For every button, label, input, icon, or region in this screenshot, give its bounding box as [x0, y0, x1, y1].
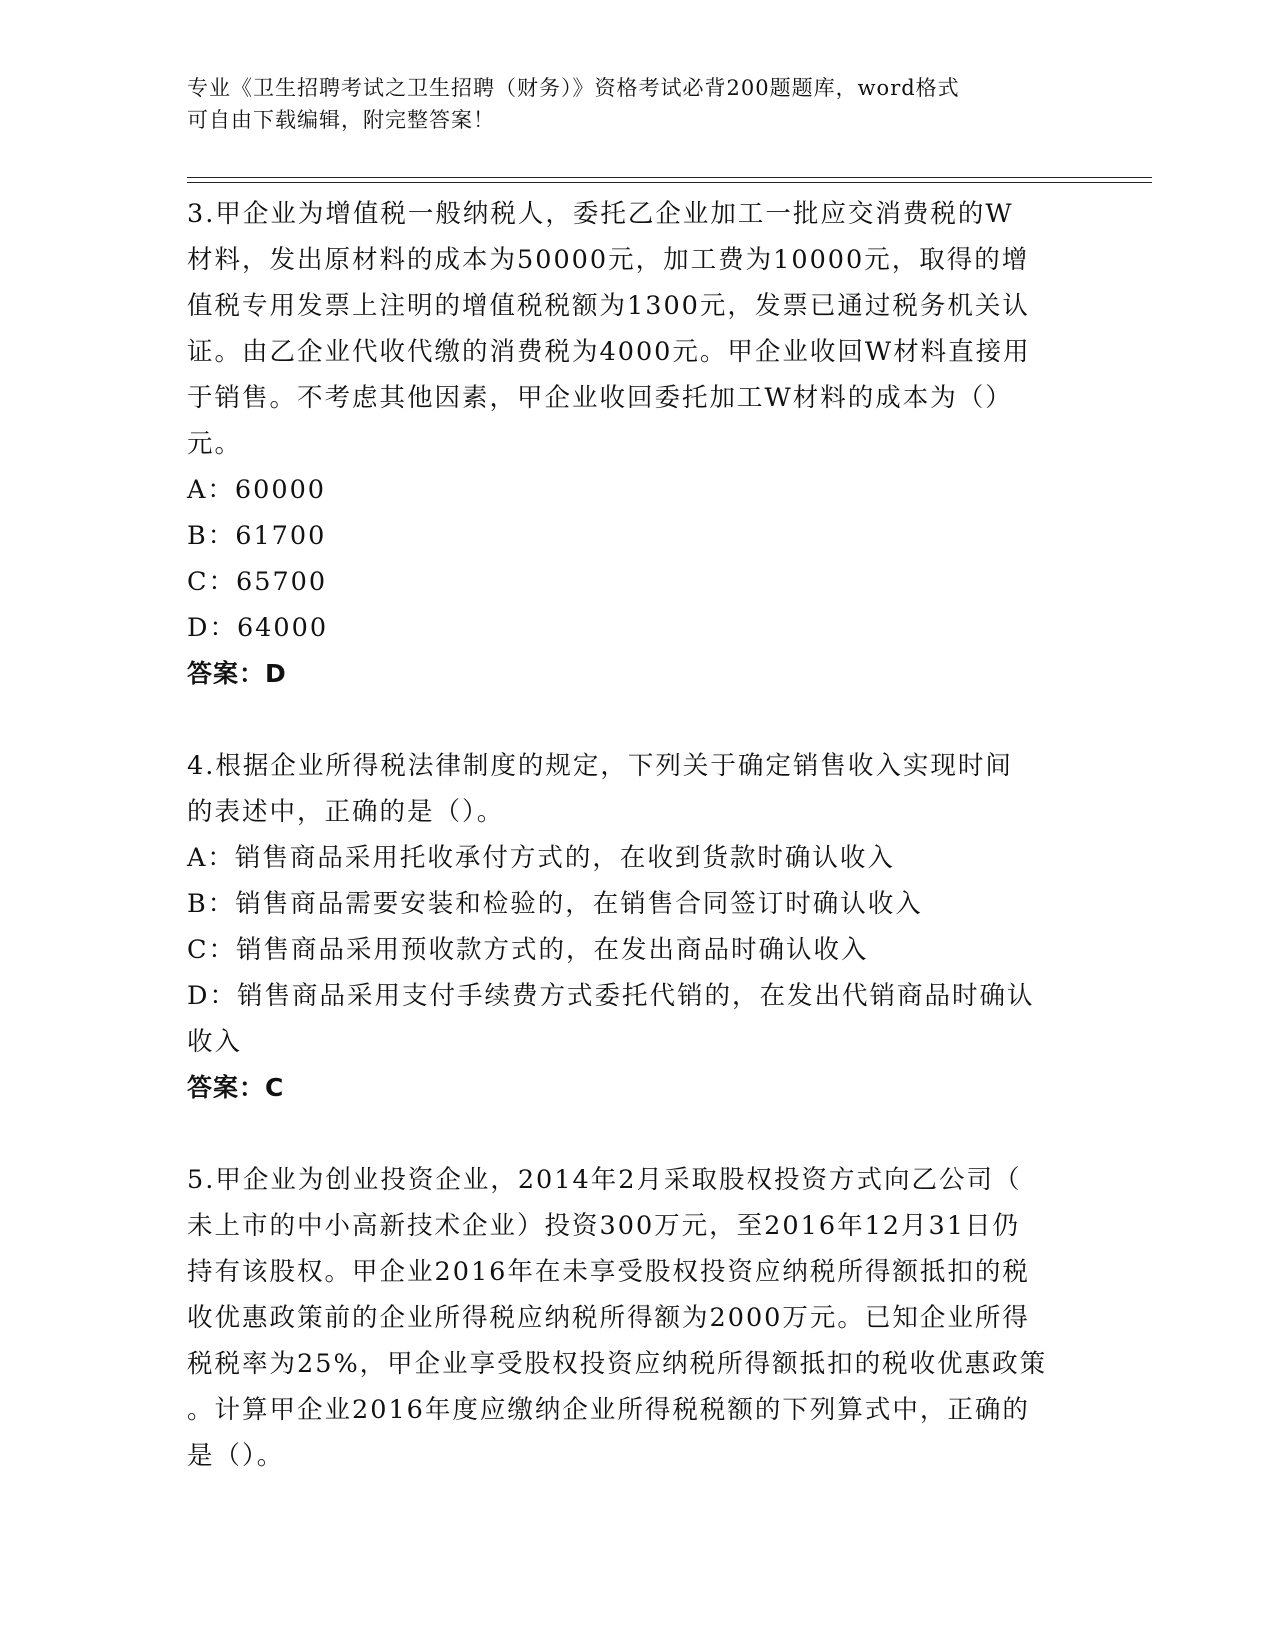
header-line-1: 专业《卫生招聘考试之卫生招聘（财务）》资格考试必背200题题库，word格式 — [187, 76, 960, 100]
question-stem-line: 持有该股权。甲企业2016年在未享受股权投资应纳税所得额抵扣的税 — [187, 1257, 1030, 1287]
header-divider-bottom — [187, 182, 1152, 183]
option-b: B：61700 — [187, 521, 327, 551]
option-a: A：销售商品采用托收承付方式的，在收到货款时确认收入 — [187, 843, 895, 873]
question-stem-line: 证。由乙企业代收代缴的消费税为4000元。甲企业收回W材料直接用 — [187, 337, 1031, 367]
question-stem-line: 收优惠政策前的企业所得税应纳税所得额为2000万元。已知企业所得 — [187, 1303, 1030, 1333]
question-list — [187, 191, 1087, 1479]
question-4 — [187, 743, 1087, 1111]
question-stem-line: 材料，发出原材料的成本为50000元，加工费为10000元，取得的增 — [187, 245, 1030, 275]
option-d: D：销售商品采用支付手续费方式委托代销的，在发出代销商品时确认 — [187, 981, 1035, 1011]
answer: 答案：D — [187, 659, 287, 688]
question-spacer — [187, 1111, 1087, 1157]
option-c: C：销售商品采用预收款方式的，在发出商品时确认收入 — [187, 935, 869, 965]
question-stem-line: 3.甲企业为增值税一般纳税人，委托乙企业加工一批应交消费税的W — [187, 199, 1014, 229]
document-header — [187, 72, 1067, 136]
question-stem-line: 值税专用发票上注明的增值税税额为1300元，发票已通过税务机关认 — [187, 291, 1030, 321]
question-stem-line: 。计算甲企业2016年度应缴纳企业所得税税额的下列算式中，正确的 — [187, 1395, 1030, 1425]
answer: 答案：C — [187, 1073, 285, 1102]
option-d: D：64000 — [187, 613, 329, 643]
header-line-2: 可自由下载编辑，附完整答案！ — [187, 108, 495, 132]
question-spacer — [187, 697, 1087, 743]
header-divider-top — [187, 177, 1152, 178]
question-3 — [187, 191, 1087, 697]
question-stem-line: 5.甲企业为创业投资企业，2014年2月采取股权投资方式向乙公司（ — [187, 1165, 1022, 1195]
question-stem-line: 元。 — [187, 429, 243, 459]
question-stem-line: 4.根据企业所得税法律制度的规定，下列关于确定销售收入实现时间 — [187, 751, 1013, 781]
question-stem-line: 于销售。不考虑其他因素，甲企业收回委托加工W材料的成本为（） — [187, 383, 1013, 413]
question-stem-line: 是（）。 — [187, 1441, 285, 1471]
question-5 — [187, 1157, 1087, 1479]
question-stem-line: 未上市的中小高新技术企业）投资300万元，至2016年12月31日仍 — [187, 1211, 1020, 1241]
option-b: B：销售商品需要安装和检验的，在销售合同签订时确认收入 — [187, 889, 923, 919]
option-d-continued: 收入 — [187, 1027, 243, 1057]
option-a: A：60000 — [187, 475, 327, 505]
option-c: C：65700 — [187, 567, 328, 597]
question-stem-line: 的表述中，正确的是（）。 — [187, 797, 505, 827]
question-stem-line: 税税率为25%，甲企业享受股权投资应纳税所得额抵扣的税收优惠政策 — [187, 1349, 1048, 1379]
